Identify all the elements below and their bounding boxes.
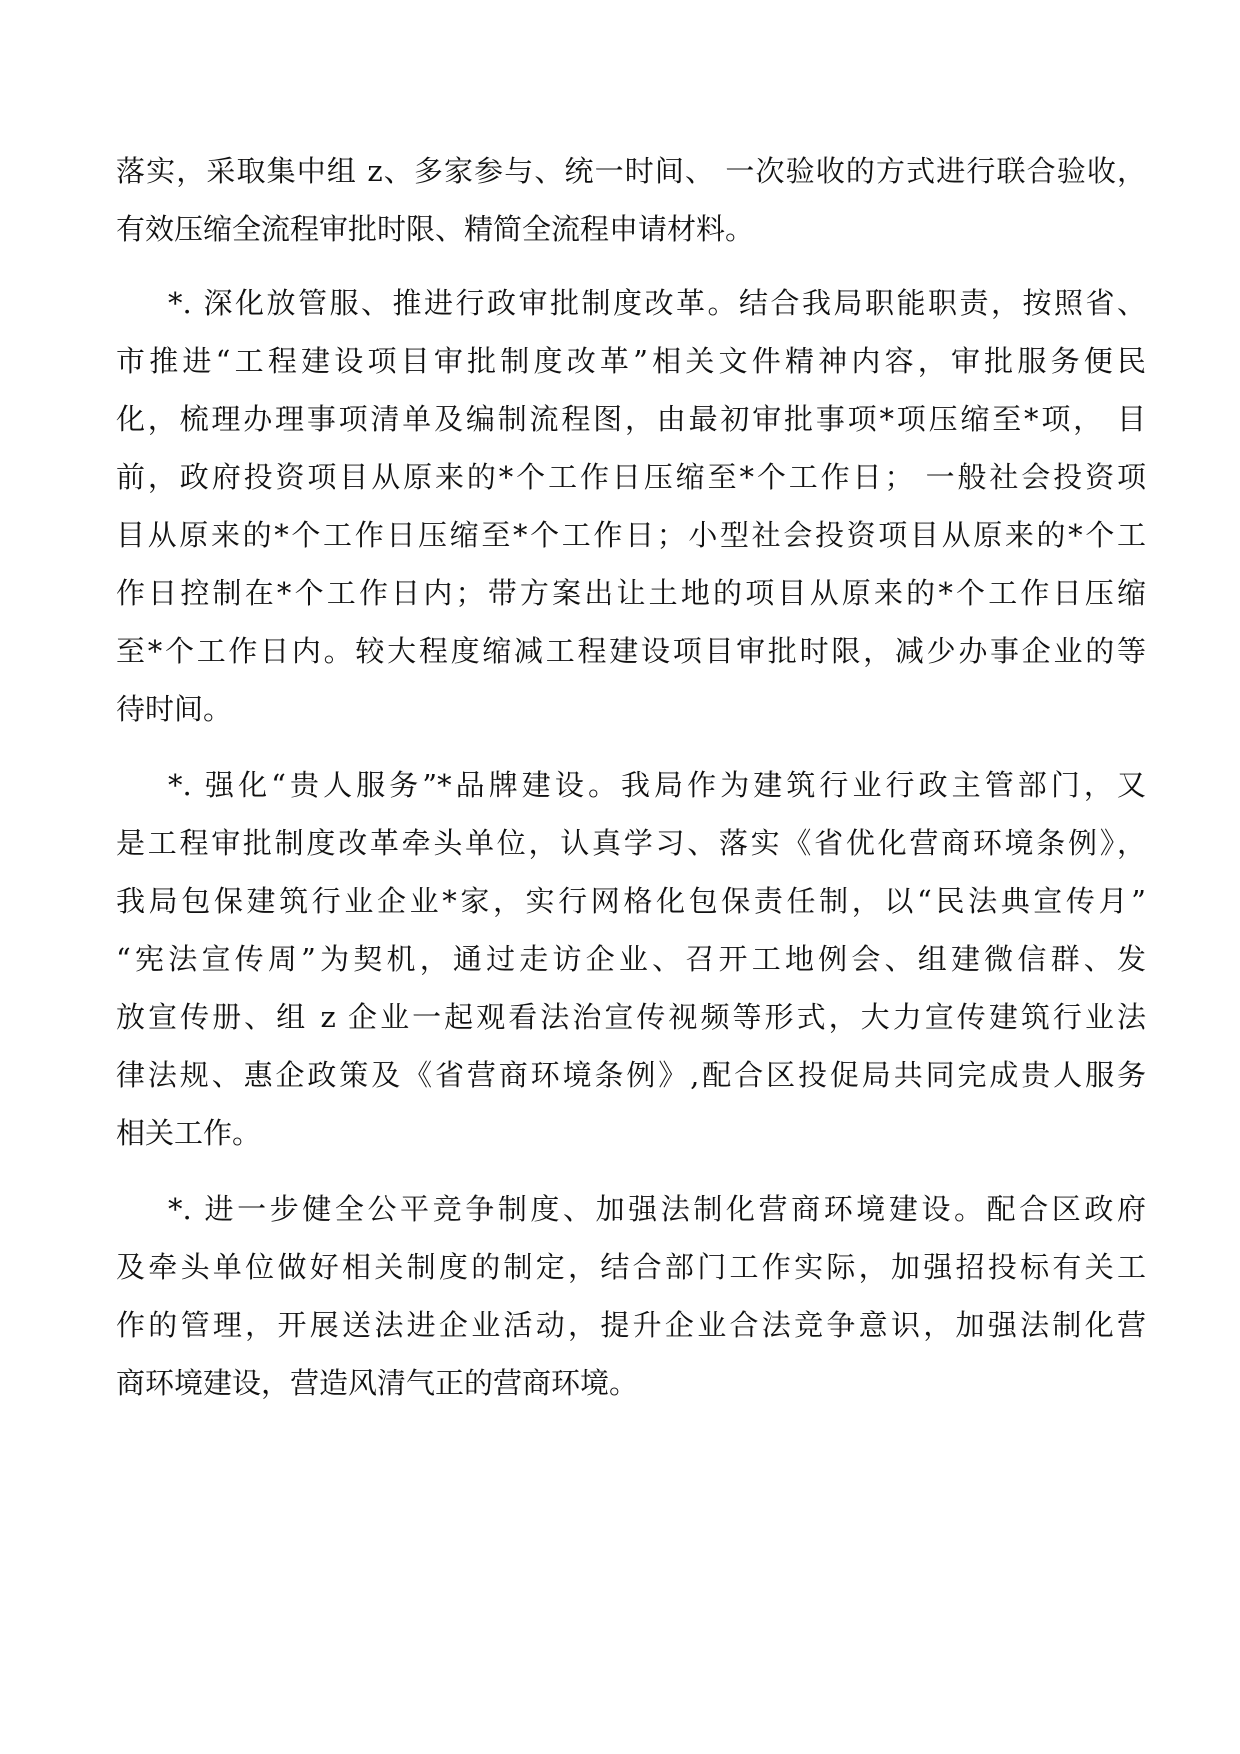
paragraph-3-line-3: 我局包保建筑行业企业*家，实行网格化包保责任制，以“民法典宣传月” [116,884,1146,918]
paragraph-2-line-7: 至*个工作日内。较大程度缩减工程建设项目审批时限，减少办事企业的等 [116,634,1146,668]
paragraph-3-line-4: “宪法宣传周”为契机，通过走访企业、召开工地例会、组建微信群、发 [116,942,1146,976]
paragraph-4-line-4: 商环境建设，营造风清气正的营商环境。 [116,1366,639,1400]
paragraph-3-line-6: 律法规、惠企政策及《省营商环境条例》,配合区投促局共同完成贵人服务 [116,1058,1146,1092]
paragraph-2-line-1: *. 深化放管服、推进行政审批制度改革。结合我局职能职责，按照省、 [168,286,1146,320]
paragraph-3-line-7: 相关工作。 [116,1116,262,1150]
paragraph-2-line-2: 市推进“工程建设项目审批制度改革”相关文件精神内容，审批服务便民 [116,344,1146,378]
paragraph-2-line-5: 目从原来的*个工作日压缩至*个工作日；小型社会投资项目从原来的*个工 [116,518,1146,552]
paragraph-3-line-5: 放宣传册、组 z 企业一起观看法治宣传视频等形式，大力宣传建筑行业法 [116,1000,1146,1034]
paragraph-2-line-6: 作日控制在*个工作日内；带方案出让土地的项目从原来的*个工作日压缩 [116,576,1146,610]
paragraph-1-line-2: 有效压缩全流程审批时限、精简全流程申请材料。 [116,212,755,246]
paragraph-3-line-1: *. 强化“贵人服务”*品牌建设。我局作为建筑行业行政主管部门，又 [168,768,1146,802]
paragraph-3-line-2: 是工程审批制度改革牵头单位，认真学习、落实《省优化营商环境条例》， [116,826,1146,860]
paragraph-4-line-2: 及牵头单位做好相关制度的制定，结合部门工作实际，加强招投标有关工 [116,1250,1146,1284]
paragraph-1-line-1: 落实，采取集中组 z、多家参与、统一时间、 一次验收的方式进行联合验收， [116,154,1146,188]
paragraph-4-line-3: 作的管理，开展送法进企业活动，提升企业合法竞争意识，加强法制化营 [116,1308,1146,1342]
paragraph-4-line-1: *. 进一步健全公平竞争制度、加强法制化营商环境建设。配合区政府 [168,1192,1146,1226]
paragraph-2-line-8: 待时间。 [116,692,233,726]
paragraph-2-line-4: 前，政府投资项目从原来的*个工作日压缩至*个工作日； 一般社会投资项 [116,460,1146,494]
paragraph-2-line-3: 化，梳理办理事项清单及编制流程图，由最初审批事项*项压缩至*项， 目 [116,402,1146,436]
